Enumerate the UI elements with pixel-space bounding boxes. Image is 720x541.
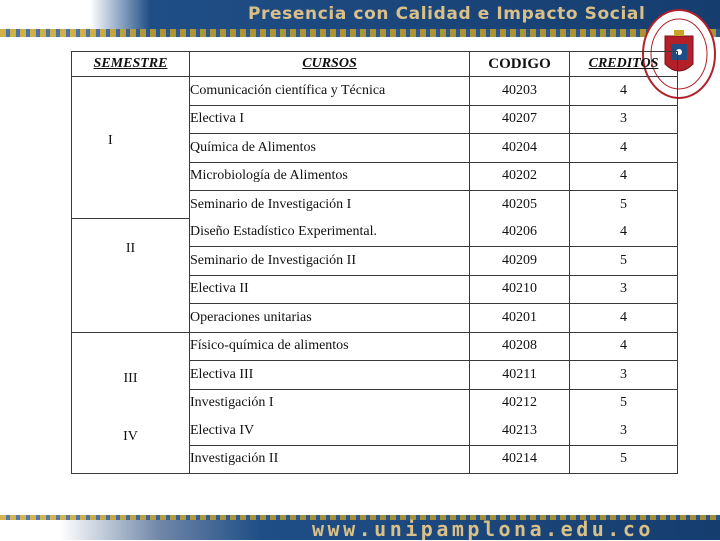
header-creditos: CREDITOS <box>570 52 678 77</box>
code-cell: 40207 <box>470 105 570 134</box>
table-row <box>72 332 678 361</box>
course-cell: Química de Alimentos <box>190 134 470 163</box>
course-cell: Investigación II <box>190 445 470 474</box>
credits-cell: 5 <box>570 191 678 219</box>
table-row <box>72 219 678 247</box>
semester-label: I <box>108 133 113 148</box>
course-cell: Electiva II <box>190 275 470 304</box>
credits-cell: 4 <box>570 332 678 361</box>
semester-label: IV <box>123 428 138 444</box>
code-cell: 40211 <box>470 361 570 390</box>
code-cell: 40206 <box>470 219 570 247</box>
course-cell: Seminario de Investigación II <box>190 247 470 276</box>
course-cell: Electiva III <box>190 361 470 390</box>
credits-cell: 5 <box>570 389 678 417</box>
code-cell: 40210 <box>470 275 570 304</box>
credits-cell: 5 <box>570 247 678 276</box>
header-semestre: SEMESTRE <box>72 52 190 77</box>
course-cell: Microbiología de Alimentos <box>190 162 470 191</box>
course-cell: Seminario de Investigación I <box>190 191 470 219</box>
code-cell: 40214 <box>470 445 570 474</box>
course-cell: Comunicación científica y Técnica <box>190 77 470 106</box>
credits-cell: 4 <box>570 162 678 191</box>
credits-cell: 4 <box>570 219 678 247</box>
credits-cell: 5 <box>570 445 678 474</box>
code-cell: 40205 <box>470 191 570 219</box>
course-cell: Diseño Estadístico Experimental. <box>190 219 470 247</box>
header-stripe <box>0 29 720 37</box>
header-codigo: CODIGO <box>470 52 570 77</box>
footer-url: www.unipamplona.edu.co <box>312 517 654 541</box>
table-header-row <box>72 52 678 77</box>
code-cell: 40209 <box>470 247 570 276</box>
table-row <box>72 77 678 106</box>
header-banner <box>0 0 720 37</box>
credits-cell: 4 <box>570 134 678 163</box>
header-cursos: CURSOS <box>190 52 470 77</box>
course-cell: Operaciones unitarias <box>190 304 470 333</box>
code-cell: 40201 <box>470 304 570 333</box>
code-cell: 40203 <box>470 77 570 106</box>
credits-cell: 3 <box>570 275 678 304</box>
code-cell: 40213 <box>470 417 570 445</box>
code-cell: 40202 <box>470 162 570 191</box>
header-slogan: Presencia con Calidad e Impacto Social <box>248 4 646 24</box>
credits-cell: 4 <box>570 304 678 333</box>
credits-cell: 3 <box>570 105 678 134</box>
semester-label: II <box>125 241 136 256</box>
semester-cell-2 <box>72 219 190 333</box>
credits-cell: 4 <box>570 77 678 106</box>
semester-cell-3-4 <box>72 332 190 474</box>
semester-label: III <box>123 370 138 386</box>
curriculum-table <box>71 51 678 474</box>
course-cell: Físico-química de alimentos <box>190 332 470 361</box>
course-cell: Electiva IV <box>190 417 470 445</box>
semester-cell-1 <box>72 77 190 219</box>
credits-cell: 3 <box>570 417 678 445</box>
course-cell: Investigación I <box>190 389 470 417</box>
credits-cell: 3 <box>570 361 678 390</box>
course-cell: Electiva I <box>190 105 470 134</box>
code-cell: 40212 <box>470 389 570 417</box>
code-cell: 40208 <box>470 332 570 361</box>
footer-banner <box>0 515 720 540</box>
code-cell: 40204 <box>470 134 570 163</box>
